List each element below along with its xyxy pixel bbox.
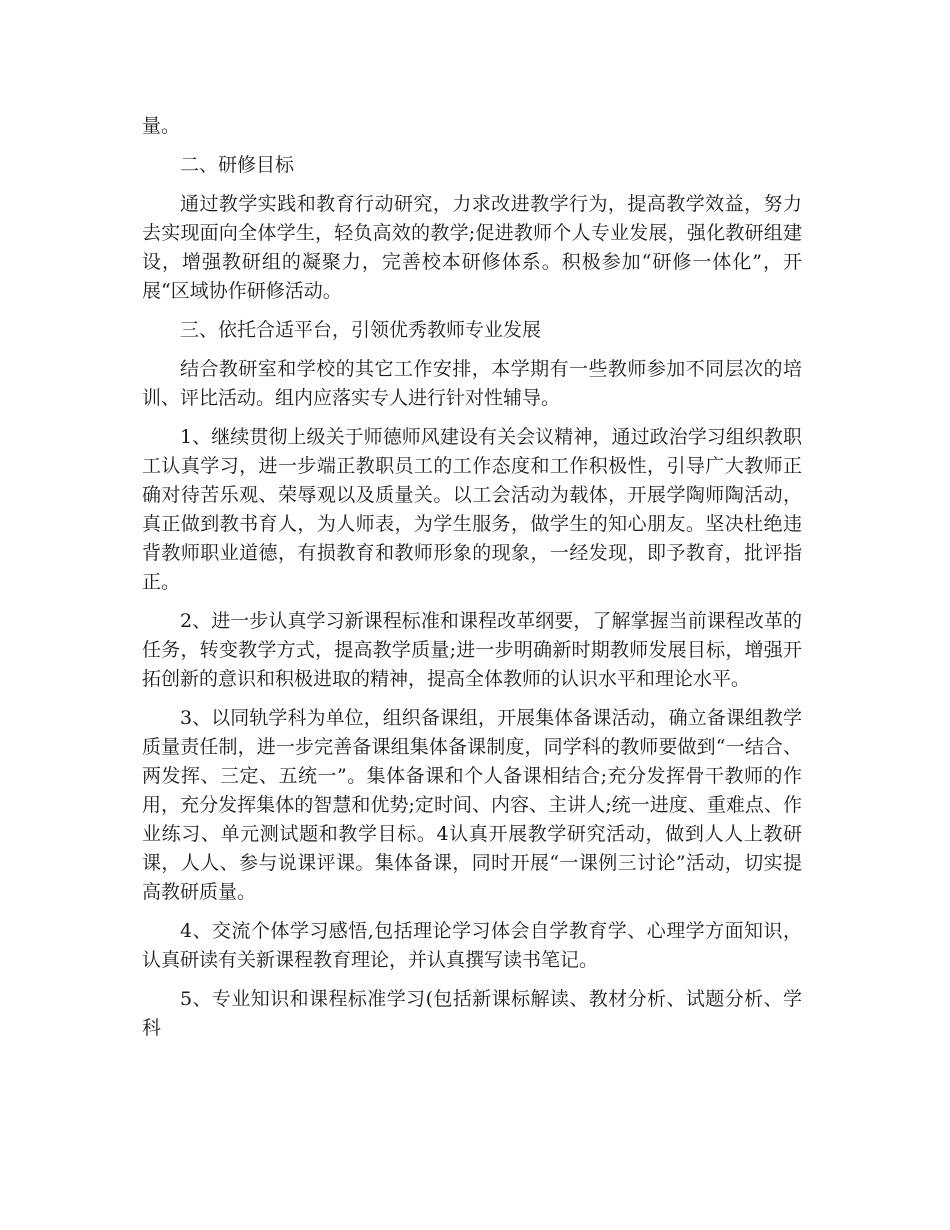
paragraph-platform-intro: 结合教研室和学校的其它工作安排，本学期有一些教师参加不同层次的培训、评比活动。组内应落实专人进行针对性辅导。 <box>142 358 802 409</box>
document-body <box>142 112 802 1043</box>
paragraph-continuation: 量。 <box>142 115 181 137</box>
section-heading-platform: 三、依托合适平台，引领优秀教师专业发展 <box>180 319 542 341</box>
list-item-1: 1、继续贯彻上级关于师德师风建设有关会议精神，通过政治学习组织教职工认真学习，进一步端正教职员工的工作态度和工作积极性，引导广大教师正确对待苦乐观、荣辱观以及质量关。以工会活动为载体，开展学陶师陶活动，真正做到教书育人，为人师表，为学生服务，做学生的知心朋友。坚决杜绝违背教师职业道德，有损教育和教师形象的现象，一经发现，即予教育，批评指正。 <box>142 426 802 593</box>
list-item-4: 4、交流个体学习感悟,包括理论学习体会自学教育学、心理学方面知识，认真研读有关新课程教育理论，并认真撰写读书笔记。 <box>142 920 802 971</box>
section-heading-research-goals: 二、研修目标 <box>180 154 295 176</box>
list-item-3: 3、以同轨学科为单位，组织备课组，开展集体备课活动，确立备课组教学质量责任制，进一步完善备课组集体备课制度，同学科的教师要做到“一结合、两发挥、三定、五统一”。集体备课和个人备课相结合;充分发挥骨干教师的作用，充分发挥集体的智慧和优势;定时间、内容、主讲人;统一进度、重难点、作业练习、单元测试题和教学目标。4认真开展教学研究活动，做到人人上教研课，人人、参与说课评课。集体备课，同时开展“一课例三讨论”活动，切实提高教研质量。 <box>142 707 802 903</box>
paragraph-goals: 通过教学实践和教育行动研究，力求改进教学行为，提高教学效益，努力去实现面向全体学生，轻负高效的教学;促进教师个人专业发展，强化教研组建设，增强教研组的凝聚力，完善校本研修体系。积极参加“研修一体化”，开展“区域协作研修活动。 <box>142 193 802 302</box>
list-item-2: 2、进一步认真学习新课程标准和课程改革纲要，了解掌握当前课程改革的任务，转变教学方式，提高教学质量;进一步明确新时期教师发展目标，增强开拓创新的意识和积极进取的精神，提高全体教师的认识水平和理论水平。 <box>142 610 802 690</box>
list-item-5: 5、专业知识和课程标准学习(包括新课标解读、教材分析、试题分析、学科 <box>142 988 802 1039</box>
